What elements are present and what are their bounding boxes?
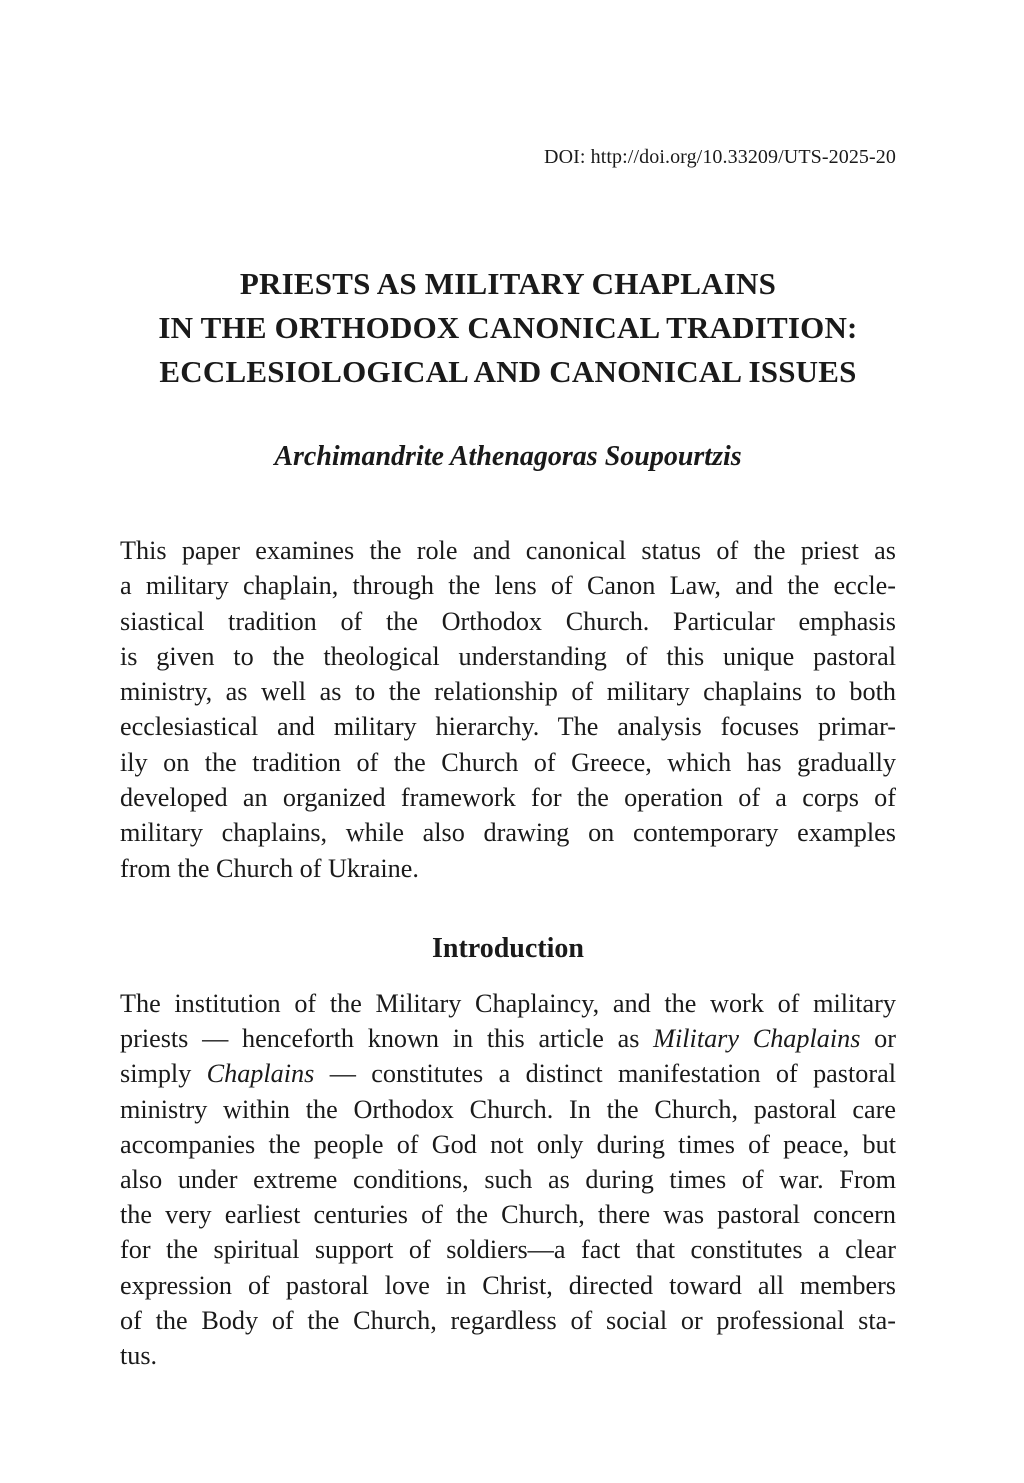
abstract xyxy=(120,533,896,886)
abstract-line: is given to the theological understanding of this unique pastoral xyxy=(120,641,896,671)
abstract-line: a military chaplain, through the lens of Canon Law, and the eccle- xyxy=(120,571,896,601)
doi-reference: DOI: http://doi.org/10.33209/UTS-2025-20 xyxy=(544,146,896,168)
title-line: IN THE ORTHODOX CANONICAL TRADITION: xyxy=(158,310,858,345)
emphasis-term: Chaplains xyxy=(206,1059,315,1089)
abstract-line: ecclesiastical and military hierarchy. The analysis focuses primar- xyxy=(120,712,896,742)
paragraph-line xyxy=(120,1021,896,1056)
abstract-line: military chaplains, while also drawing on contemporary examples xyxy=(120,818,896,848)
section-heading: Introduction xyxy=(432,933,584,964)
paragraph-line xyxy=(120,1056,896,1091)
abstract-line: developed an organized framework for the operation of a corps of xyxy=(120,783,896,813)
text-run: simply xyxy=(120,1059,207,1089)
paragraph-line: The institution of the Military Chaplaincy, and the work of military xyxy=(120,989,896,1018)
emphasis-term: Military Chaplains xyxy=(653,1024,861,1054)
author-name: Archimandrite Athenagoras Soupourtzis xyxy=(274,441,742,472)
document-page xyxy=(120,0,896,1483)
paragraph-line: ministry within the Orthodox Church. In the Church, pastoral care xyxy=(120,1094,896,1124)
article-title xyxy=(120,262,896,394)
paragraph-line: for the spiritual support of soldiers—a fact that constitutes a clear xyxy=(120,1235,896,1265)
introduction-paragraph xyxy=(120,986,896,1373)
abstract-line: siastical tradition of the Orthodox Church. Particular emphasis xyxy=(120,606,896,636)
paragraph-line: expression of pastoral love in Christ, directed toward all members xyxy=(120,1270,896,1300)
paragraph-line: of the Body of the Church, regardless of social or professional sta- xyxy=(120,1305,896,1335)
abstract-line: ministry, as well as to the relationship of military chaplains to both xyxy=(120,677,896,707)
title-line: PRIESTS AS MILITARY CHAPLAINS xyxy=(239,266,777,301)
abstract-line: from the Church of Ukraine. xyxy=(120,853,419,883)
paragraph-line: tus. xyxy=(120,1341,158,1371)
abstract-line: This paper examines the role and canonical status of the priest as xyxy=(120,536,896,565)
paragraph-line: accompanies the people of God not only during times of peace, but xyxy=(120,1129,896,1159)
text-run: or xyxy=(860,1024,896,1054)
paragraph-line: also under extreme conditions, such as during times of war. From xyxy=(120,1165,896,1195)
text-run: — constitutes a distinct manifestation of pastoral xyxy=(314,1059,896,1089)
abstract-line: ily on the tradition of the Church of Greece, which has gradually xyxy=(120,747,896,777)
title-line: ECCLESIOLOGICAL AND CANONICAL ISSUES xyxy=(159,354,857,389)
paragraph-line: the very earliest centuries of the Church, there was pastoral concern xyxy=(120,1200,896,1230)
text-run: priests — henceforth known in this article as xyxy=(120,1024,654,1054)
